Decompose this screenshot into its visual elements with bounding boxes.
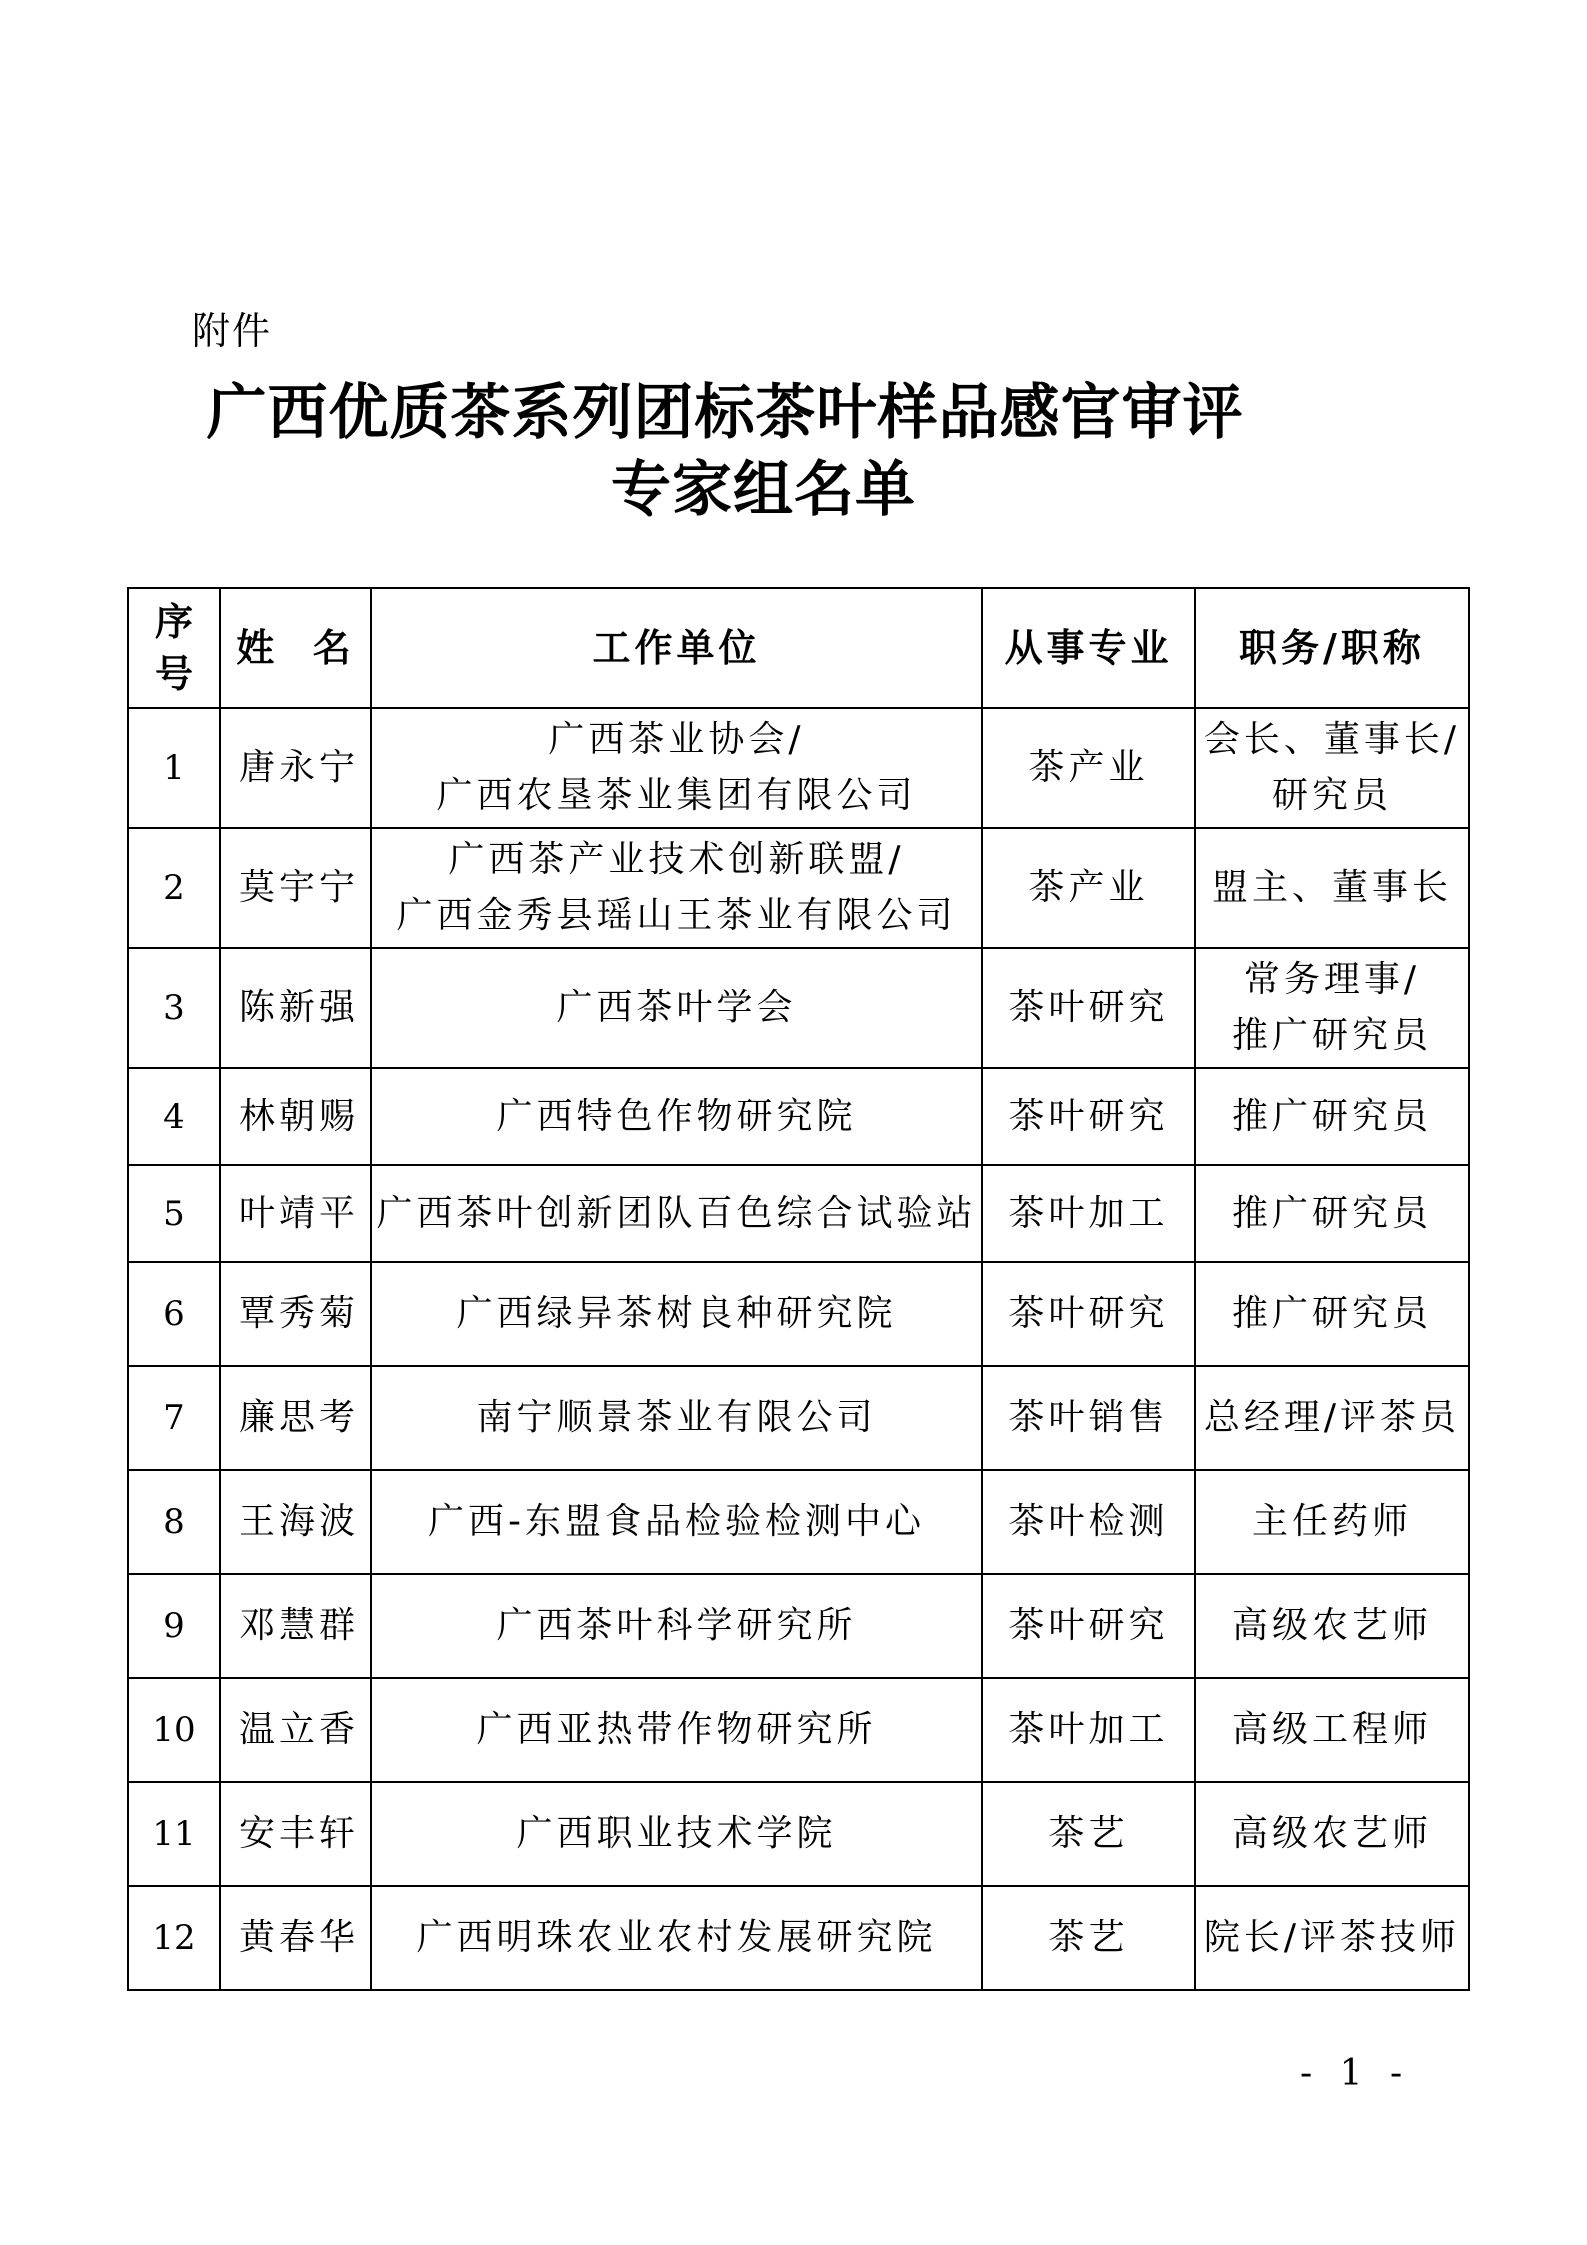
cell-unit-line: 广西农垦茶业集团有限公司: [436, 775, 917, 816]
cell-position: [1195, 1782, 1469, 1886]
cell-unit: [371, 1470, 982, 1574]
cell-seq: 10: [128, 1678, 220, 1782]
cell-position: [1195, 1678, 1469, 1782]
cell-unit-line: 广西明珠农业农村发展研究院: [416, 1917, 937, 1958]
table-row: [128, 1470, 1469, 1574]
document-title-line2-text: 专家组名单: [611, 455, 916, 525]
cell-position: [1195, 1262, 1469, 1366]
header-unit: 工作单位: [371, 588, 982, 708]
cell-position-line: 推广研究员: [1231, 1293, 1432, 1334]
table-row: [128, 1886, 1469, 1990]
cell-position-line: 盟主、董事长: [1211, 867, 1452, 908]
cell-unit: [371, 1886, 982, 1990]
cell-major: 茶叶检测: [982, 1470, 1195, 1574]
header-seq: [128, 588, 220, 708]
cell-position-line: 推广研究员: [1231, 1095, 1432, 1137]
cell-major: 茶叶研究: [982, 1068, 1195, 1165]
cell-position-line: 总经理/评茶员: [1203, 1397, 1461, 1438]
table-row: [128, 1678, 1469, 1782]
cell-major: 茶叶销售: [982, 1366, 1195, 1470]
cell-seq: 2: [128, 828, 220, 948]
cell-unit: [371, 1262, 982, 1366]
cell-name: 温立香: [220, 1678, 371, 1782]
cell-position: [1195, 1366, 1469, 1470]
cell-name: 陈新强: [220, 948, 371, 1068]
cell-position: [1195, 1470, 1469, 1574]
cell-position-line: 院长/评茶技师: [1203, 1917, 1461, 1958]
header-position: 职务/职称: [1195, 588, 1469, 708]
cell-major: 茶叶加工: [982, 1678, 1195, 1782]
table-row: [128, 1165, 1469, 1262]
cell-name: 叶靖平: [220, 1165, 371, 1262]
cell-name: 安丰轩: [220, 1782, 371, 1886]
header-name: [220, 588, 371, 708]
document-title-line1: 广西优质茶系列团标茶叶样品感官审评: [206, 378, 1244, 448]
cell-position: [1195, 1068, 1469, 1165]
cell-seq: 9: [128, 1574, 220, 1678]
cell-unit: [371, 708, 982, 828]
cell-unit: [371, 1165, 982, 1262]
cell-major: 茶叶研究: [982, 1574, 1195, 1678]
table-row: [128, 1068, 1469, 1165]
table-row: [128, 1574, 1469, 1678]
cell-unit: [371, 828, 982, 948]
cell-position-line: 推广研究员: [1231, 1192, 1432, 1234]
cell-major: 茶艺: [982, 1886, 1195, 1990]
cell-seq: 1: [128, 708, 220, 828]
cell-name: 林朝赐: [220, 1068, 371, 1165]
cell-name: 王海波: [220, 1470, 371, 1574]
header-seq-line1: 序: [154, 600, 193, 644]
cell-major: 茶叶研究: [982, 1262, 1195, 1366]
cell-unit-line: 广西-东盟食品检验检测中心: [428, 1501, 925, 1542]
cell-unit: [371, 1068, 982, 1165]
cell-seq: 6: [128, 1262, 220, 1366]
cell-seq: 8: [128, 1470, 220, 1574]
cell-unit: [371, 1782, 982, 1886]
cell-seq: 4: [128, 1068, 220, 1165]
cell-name: 廉思考: [220, 1366, 371, 1470]
cell-seq: 12: [128, 1886, 220, 1990]
table-row: [128, 708, 1469, 828]
cell-unit-line: 广西亚热带作物研究所: [476, 1709, 877, 1750]
header-major: 从事专业: [982, 588, 1195, 708]
cell-position: [1195, 948, 1469, 1068]
cell-position-line: 会长、董事长/: [1203, 719, 1461, 760]
cell-unit-line: 广西茶叶学会: [556, 987, 797, 1028]
cell-major: 茶艺: [982, 1782, 1195, 1886]
header-name-text: 姓 名: [236, 626, 355, 670]
cell-position: [1195, 1886, 1469, 1990]
cell-position: [1195, 708, 1469, 828]
cell-unit-line: 广西茶叶创新团队百色综合试验站: [376, 1192, 977, 1234]
cell-major: 茶叶加工: [982, 1165, 1195, 1262]
page-number: - 1 -: [1300, 2053, 1411, 2094]
table-row: [128, 1262, 1469, 1366]
cell-unit-line: 南宁顺景茶业有限公司: [476, 1397, 877, 1438]
cell-position: [1195, 828, 1469, 948]
cell-unit-line: 广西绿异茶树良种研究院: [456, 1293, 897, 1334]
cell-unit-line: 广西茶产业技术创新联盟/: [448, 839, 905, 880]
cell-position-line: 主任药师: [1251, 1501, 1412, 1542]
table-row: [128, 828, 1469, 948]
table-row: [128, 1366, 1469, 1470]
cell-position-line: 高级农艺师: [1231, 1605, 1432, 1646]
cell-position-line: 常务理事/: [1243, 959, 1421, 1000]
table-row: [128, 948, 1469, 1068]
cell-name: 邓慧群: [220, 1574, 371, 1678]
cell-seq: 7: [128, 1366, 220, 1470]
cell-name: 唐永宁: [220, 708, 371, 828]
cell-position-line: 高级农艺师: [1231, 1813, 1432, 1854]
cell-unit: [371, 1574, 982, 1678]
document-title-line2: [0, 442, 1587, 528]
cell-position: [1195, 1165, 1469, 1262]
attachment-label: 附件: [192, 309, 273, 353]
cell-unit-line: 广西特色作物研究院: [496, 1095, 857, 1137]
table-row: [128, 1782, 1469, 1886]
cell-unit: [371, 1678, 982, 1782]
cell-unit-line: 广西职业技术学院: [516, 1813, 837, 1854]
cell-position-line: 推广研究员: [1231, 1015, 1432, 1056]
cell-position-line: 研究员: [1271, 775, 1392, 816]
cell-seq: 3: [128, 948, 220, 1068]
cell-name: 黄春华: [220, 1886, 371, 1990]
cell-unit-line: 广西金秀县瑶山王茶业有限公司: [396, 895, 957, 936]
cell-seq: 11: [128, 1782, 220, 1886]
roster-body: [128, 708, 1469, 1990]
cell-seq: 5: [128, 1165, 220, 1262]
cell-unit-line: 广西茶叶科学研究所: [496, 1605, 857, 1646]
cell-major: 茶叶研究: [982, 948, 1195, 1068]
header-seq-line2: 号: [154, 652, 193, 696]
cell-position: [1195, 1574, 1469, 1678]
cell-unit-line: 广西茶业协会/: [548, 719, 805, 760]
cell-name: 覃秀菊: [220, 1262, 371, 1366]
cell-unit: [371, 1366, 982, 1470]
cell-position-line: 高级工程师: [1231, 1709, 1432, 1750]
cell-major: 茶产业: [982, 828, 1195, 948]
cell-major: 茶产业: [982, 708, 1195, 828]
table-header-row: [128, 588, 1469, 708]
cell-unit: [371, 948, 982, 1068]
cell-name: 莫宇宁: [220, 828, 371, 948]
expert-roster-table: [127, 587, 1470, 1991]
